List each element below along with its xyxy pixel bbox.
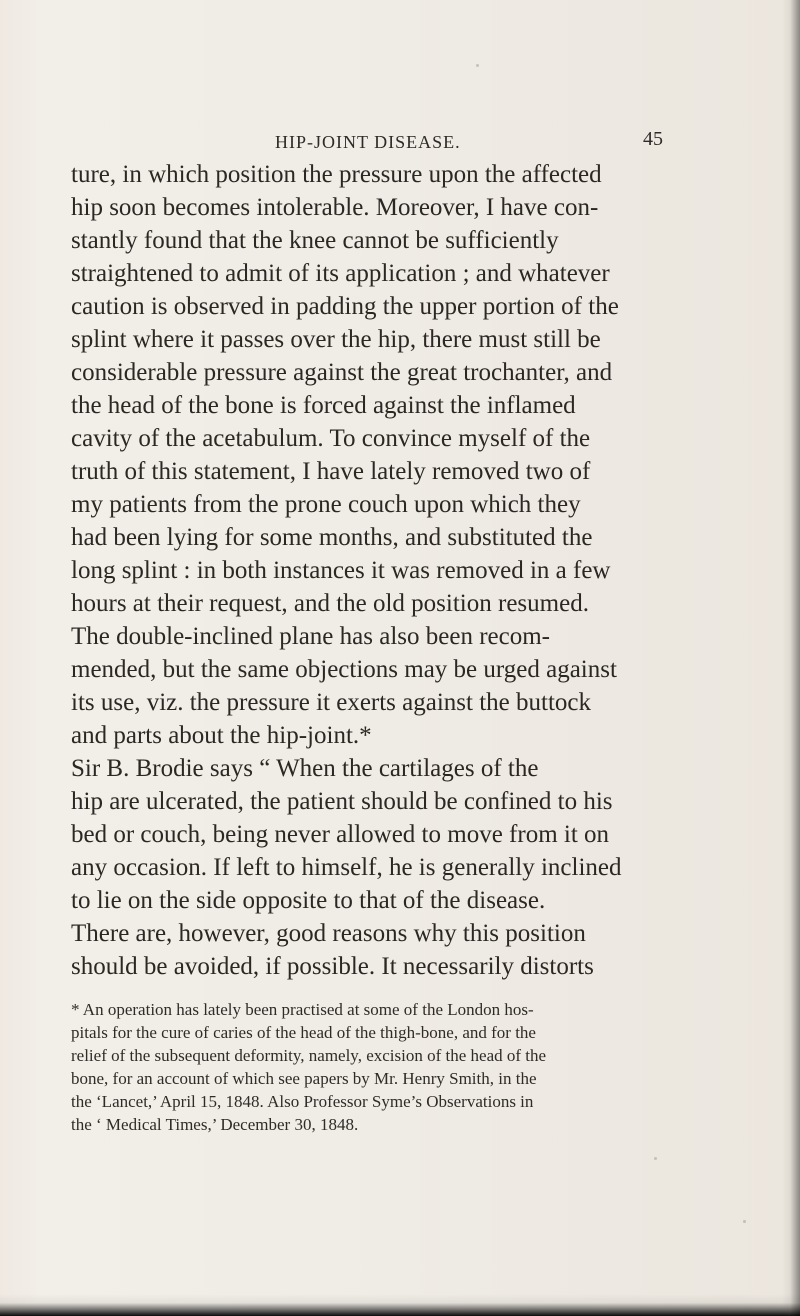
paper-speck	[743, 1220, 746, 1223]
text-line: bed or couch, being never allowed to move from it on	[71, 821, 610, 848]
text-line: The double-inclined plane has also been recom-	[71, 623, 550, 650]
footnote-line: pitals for the cure of caries of the head of the thigh-bone, and for the	[71, 1023, 536, 1042]
text-line: mended, but the same objections may be urged against	[71, 656, 617, 683]
text-line: considerable pressure against the great trochanter, and	[71, 359, 613, 386]
text-line: ture, in which position the pressure upon the affected	[71, 161, 602, 188]
footnote-line: bone, for an account of which see papers by Mr. Henry Smith, in the	[71, 1069, 537, 1088]
text-line: cavity of the acetabulum. To convince myself of the	[71, 425, 591, 452]
text-line: long splint : in both instances it was removed in a few	[71, 557, 611, 584]
bottom-edge-shadow	[0, 1294, 800, 1316]
footnote-line: relief of the subsequent deformity, namely, excision of the head of the	[71, 1046, 547, 1065]
running-head: HIP-JOINT DISEASE.	[275, 132, 461, 152]
text-line: should be avoided, if possible. It necessarily distorts	[71, 953, 594, 980]
paper-speck	[476, 64, 479, 67]
text-line: stantly found that the knee cannot be sufficiently	[71, 227, 559, 254]
footnote-line: the ‘ Medical Times,’ December 30, 1848.	[71, 1115, 359, 1134]
text-line: had been lying for some months, and substituted the	[71, 524, 593, 551]
page-header	[0, 128, 800, 164]
text-line: hip are ulcerated, the patient should be confined to his	[71, 788, 613, 815]
text-line: any occasion. If left to himself, he is generally inclined	[71, 854, 622, 881]
footnote-line: * An operation has lately been practised at some of the London hos-	[71, 1000, 534, 1019]
text-line: hours at their request, and the old position resumed.	[71, 590, 589, 617]
page-number: 45	[643, 128, 663, 150]
text-line: its use, viz. the pressure it exerts against the buttock	[71, 689, 592, 716]
text-line: Sir B. Brodie says “ When the cartilages of the	[71, 755, 539, 782]
text-line: my patients from the prone couch upon which they	[71, 491, 581, 518]
text-line: truth of this statement, I have lately removed two of	[71, 458, 591, 485]
text-line: There are, however, good reasons why this position	[71, 920, 586, 947]
text-line: to lie on the side opposite to that of the disease.	[71, 887, 546, 914]
text-line: splint where it passes over the hip, there must still be	[71, 326, 601, 353]
paper-speck	[654, 1157, 657, 1160]
footnote-line: the ‘Lancet,’ April 15, 1848. Also Professor Syme’s Observations in	[71, 1092, 534, 1111]
text-line: straightened to admit of its application ; and whatever	[71, 260, 610, 287]
text-line: the head of the bone is forced against the inflamed	[71, 392, 576, 419]
text-line: caution is observed in padding the upper portion of the	[71, 293, 619, 320]
text-line: hip soon becomes intolerable. Moreover, I have con-	[71, 194, 599, 221]
text-line: and parts about the hip-joint.*	[71, 722, 372, 749]
